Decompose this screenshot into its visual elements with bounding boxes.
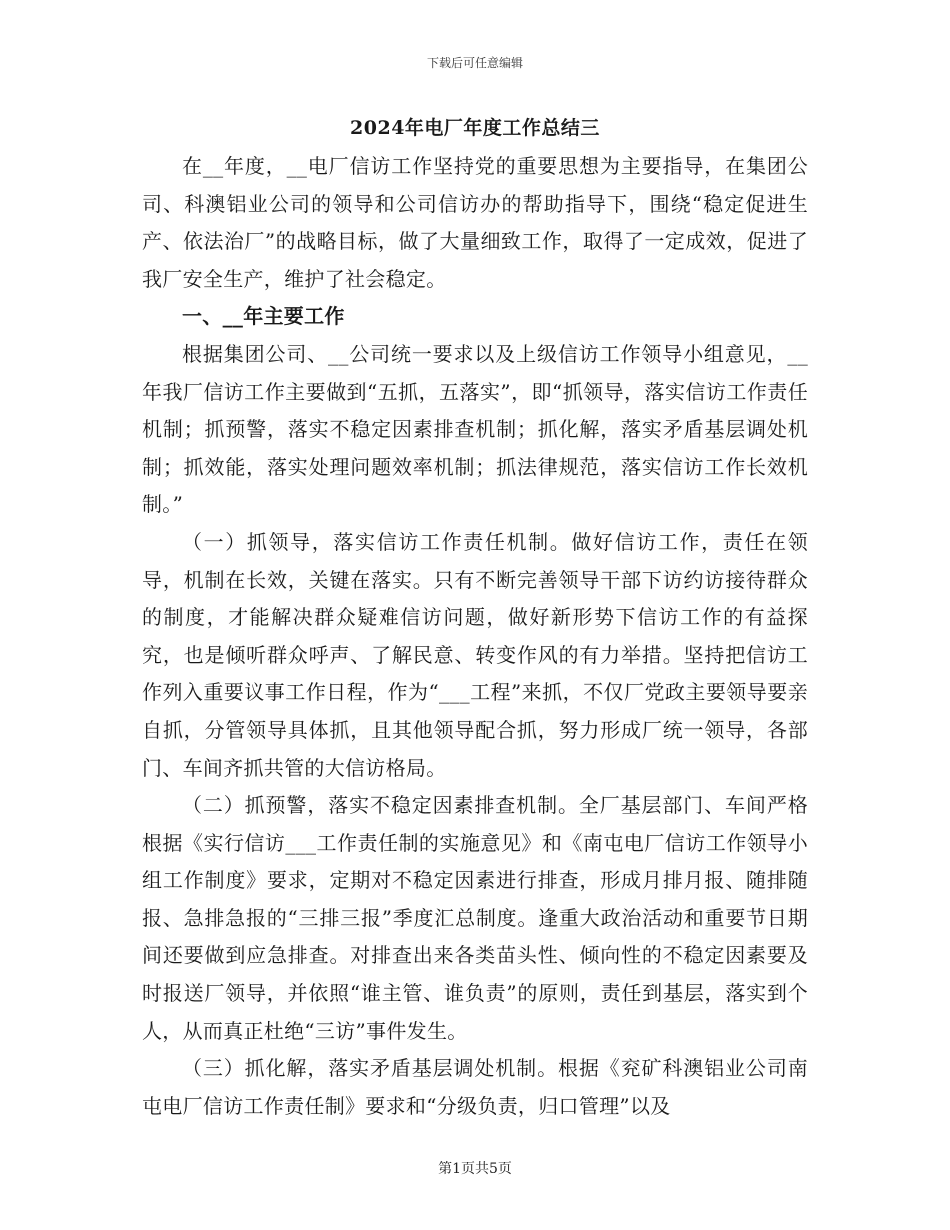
document-body [142,148,808,1125]
paragraph-item-1: （一）抓领导，落实信访工作责任机制。做好信访工作，责任在领导，机制在长效，关键在落实。只有不断完善领导干部下访约访接待群众的制度，才能解决群众疑难信访问题，做好新形势下信访工作的有益探究，也是倾听群众呼声、了解民意、转变作风的有力举措。坚持把信访工作列入重要议事工作日程，作为“___工程”来抓，不仅厂党政主要领导要亲自抓，分管领导具体抓，且其他领导配合抓，努力形成厂统一领导，各部门、车间齐抓共管的大信访格局。 [142,529,808,780]
paragraph-intro: 在__年度，__电厂信访工作坚持党的重要思想为主要指导，在集团公司、科澳铝业公司的领导和公司信访办的帮助指导下，围绕“稳定促进生产、依法治厂”的战略目标，做了大量细致工作，取得了一定成效，促进了我厂安全生产，维护了社会稳定。 [142,154,808,291]
header-note: 下载后可任意编辑 [426,56,523,70]
page-number: 第1页共5页 [438,1161,512,1177]
paragraph-item-3: （三）抓化解，落实矛盾基层调处机制。根据《兖矿科澳铝业公司南屯电厂信访工作责任制》要求和“分级负责，归口管理”以及 [142,1056,808,1118]
paragraph-overview: 根据集团公司、__公司统一要求以及上级信访工作领导小组意见，__年我厂信访工作主要做到“五抓，五落实”，即“抓领导，落实信访工作责任机制；抓预警，落实不稳定因素排查机制；抓化解，落实矛盾基层调处机制；抓效能，落实处理问题效率机制；抓法律规范，落实信访工作长效机制。” [142,341,808,517]
paragraph-item-2: （二）抓预警，落实不稳定因素排查机制。全厂基层部门、车间严格根据《实行信访___工作责任制的实施意见》和《南屯电厂信访工作领导小组工作制度》要求，定期对不稳定因素进行排查，形成月排月报、随排随报、急排急报的“三排三报”季度汇总制度。逢重大政治活动和重要节日期间还要做到应急排查。对排查出来各类苗头性、倾向性的不稳定因素要及时报送厂领导，并依照“谁主管、谁负责”的原则，责任到基层，落实到个人，从而真正杜绝“三访”事件发生。 [142,793,808,1043]
section-heading: 一、__年主要工作 [182,304,345,329]
document-title: 2024年电厂年度工作总结三 [350,117,600,139]
